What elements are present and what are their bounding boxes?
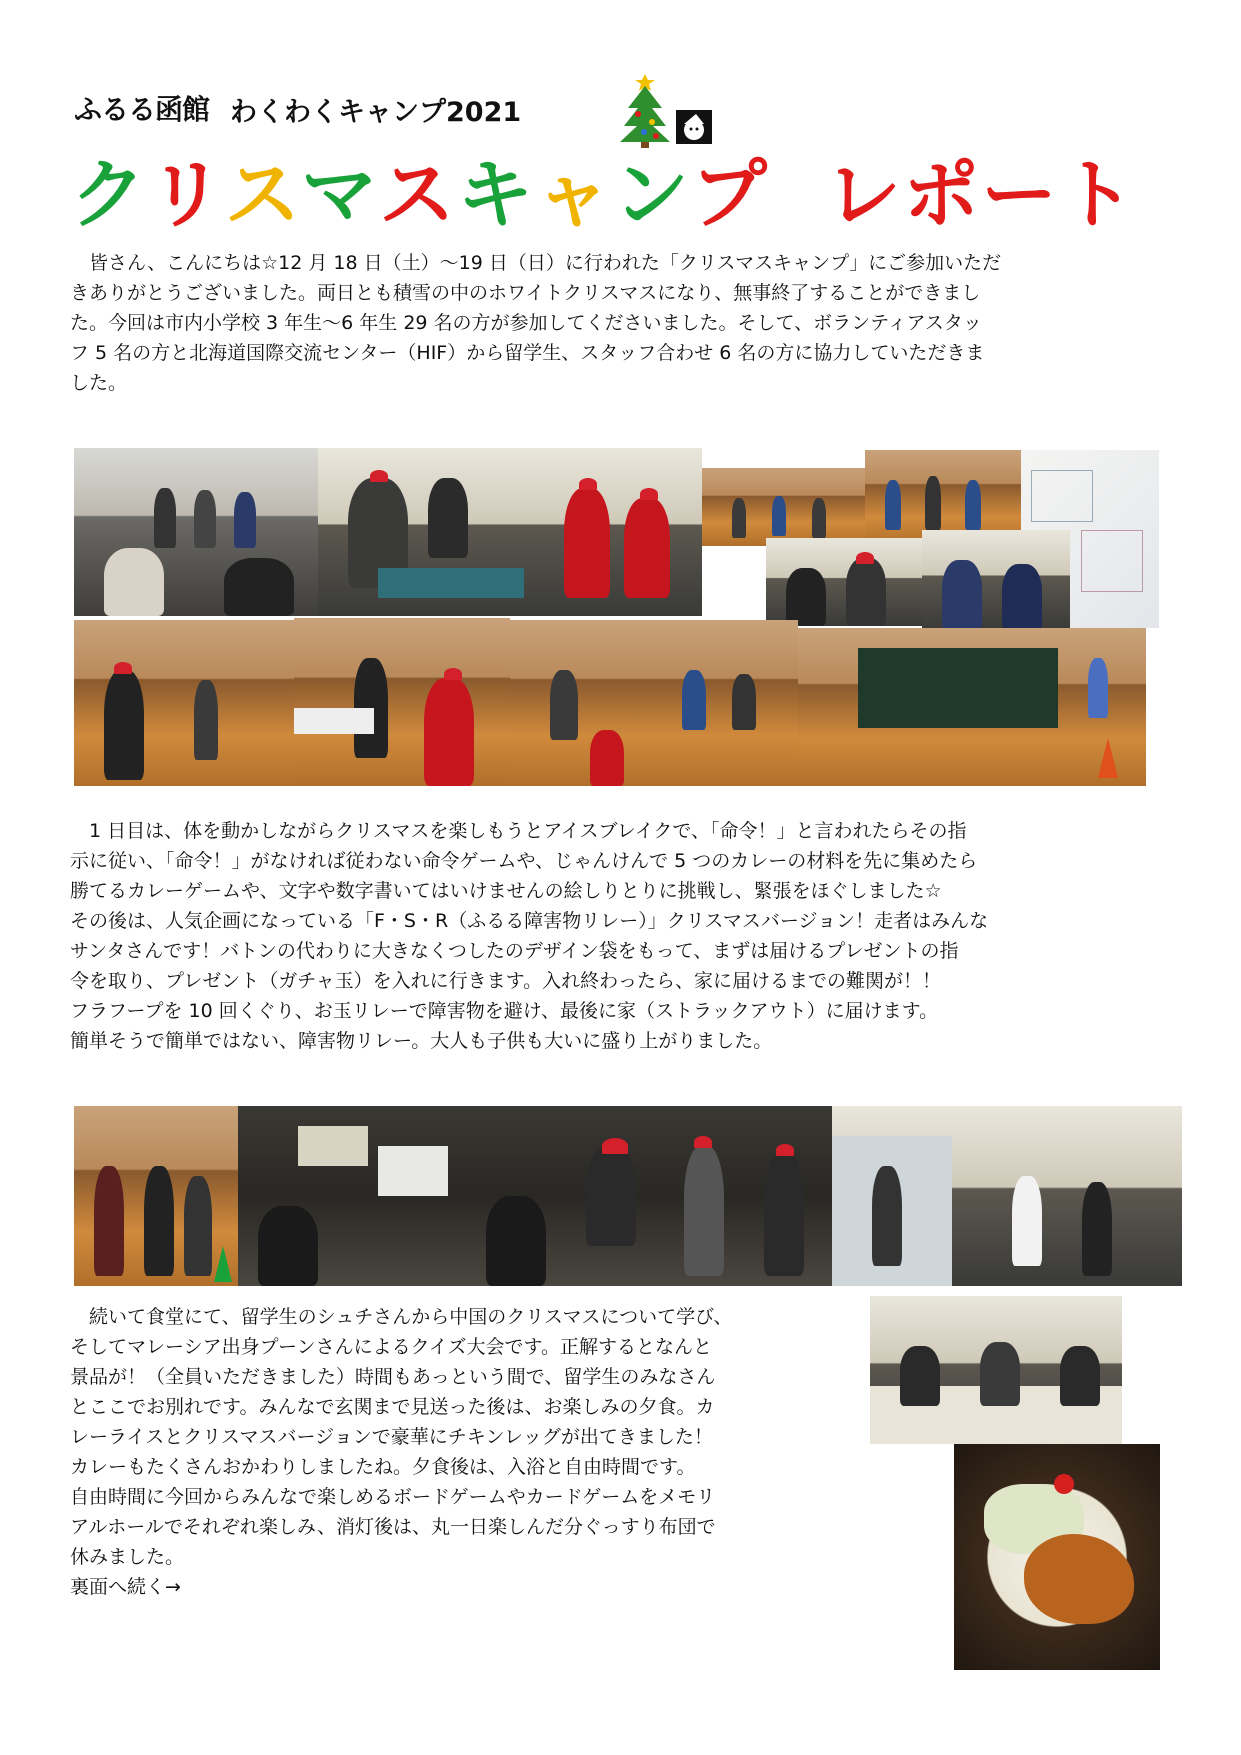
- title-char: リ: [148, 150, 225, 239]
- photo-lecture-tables: [456, 1106, 664, 1286]
- dinner-line: そしてマレーシア出身プーンさんによるクイズ大会です。正解するとなんと: [70, 1336, 713, 1358]
- dinner-line: レーライスとクリスマスバージョンで豪華にチキンレッグが出てきました！: [70, 1426, 713, 1448]
- dinner-line: とここでお別れです。みんなで玄関まで見送った後は、お楽しみの夕食。カ: [70, 1396, 715, 1418]
- day1-line: 勝てるカレーゲームや、文字や数字書いてはいけませんの絵しりとりに挑戦し、緊張をほぐしました☆: [70, 880, 942, 902]
- title-char: マ: [300, 150, 379, 239]
- photo-gym-pose: [74, 1106, 238, 1286]
- title-char: ク: [70, 150, 148, 239]
- intro-line: た。今回は市内小学校 3 年生～6 年生 29 名の方が参加してくださいました。そして、ボランティアスタッ: [70, 312, 982, 334]
- photo-lecture-screen: [238, 1106, 456, 1286]
- title-char: ス: [378, 150, 457, 239]
- day1-line: フラフープを 10 回くぐり、お玉リレーで障害物を避け、最後に家（ストラックアウト）に届けます。: [70, 1000, 939, 1022]
- logo-text: ふるる函館: [74, 93, 210, 126]
- photo-gym-icebreak-1: [702, 468, 865, 546]
- photo-hall-dance: [832, 1106, 1182, 1286]
- intro-line: した。: [70, 372, 128, 394]
- day1-line: その後は、人気企画になっている「F・S・R（ふるる障害物リレー）」クリスマスバージョン！走者はみんな: [70, 910, 989, 932]
- photo-relay-3: [510, 620, 642, 786]
- day1-line: 示に従い、「命令！」がなければ従わない命令ゲームや、じゃんけんで 5 つのカレーの材料を先に集めたら: [70, 850, 978, 872]
- intro-line: きありがとうございました。両日とも積雪の中のホワイトクリスマスになり、無事終了することができまし: [70, 282, 981, 304]
- day1-paragraph: [70, 816, 1180, 1056]
- day1-line: 1 日目は、体を動かしながらクリスマスを楽しもうとアイスブレイクで、「命令！」と言われたらその指: [70, 820, 967, 842]
- photo-meeting-hall: [74, 448, 318, 616]
- title-char: ャ: [534, 150, 613, 239]
- dinner-line: 景品が！（全員いただきました）時間もあっという間で、留学生のみなさん: [70, 1366, 716, 1388]
- intro-line: 皆さん、こんにちは☆12 月 18 日（土）～19 日（日）に行われた「クリスマスキャンプ」にご参加いただ: [70, 252, 1002, 274]
- dinner-line: 休みました。: [70, 1546, 185, 1568]
- dinner-paragraph: [70, 1302, 870, 1602]
- photo-relay-5: [798, 628, 1146, 786]
- photo-dinner-hall: [870, 1296, 1122, 1444]
- dinner-line: 自由時間に今回からみんなで楽しめるボードゲームやカードゲームをメモリ: [70, 1486, 716, 1508]
- christmas-tree-icon: [616, 70, 674, 148]
- day1-line: 令を取り、プレゼント（ガチャ玉）を入れに行きます。入れ終わったら、家に届けるまでの難関が！！: [70, 970, 941, 992]
- title-char: キ: [456, 150, 535, 239]
- day1-line: 簡単そうで簡単ではない、障害物リレー。大人も子供も大いに盛り上がりました。: [70, 1030, 773, 1052]
- title-char: ス: [224, 150, 301, 239]
- intro-paragraph: [70, 248, 1180, 398]
- dinner-line: アルホールでそれぞれ楽しみ、消灯後は、丸一日楽しんだ分ぐっすり布団で: [70, 1516, 716, 1538]
- main-title-part2: レポート: [824, 150, 1137, 239]
- photo-relay-1: [74, 620, 294, 786]
- day1-line: サンタさんです！バトンの代わりに大きなくつしたのデザイン袋をもって、まずは届けるプレゼントの指: [70, 940, 959, 962]
- title-char: プ: [690, 150, 769, 239]
- santa-icon: [676, 110, 712, 144]
- photo-relay-2: [294, 618, 510, 786]
- photo-santa-staff: [524, 448, 702, 616]
- photo-relay-4: [642, 620, 798, 786]
- continue-link[interactable]: 裏面へ続く→: [70, 1576, 181, 1598]
- header: [70, 70, 1170, 240]
- main-title-part1: [70, 150, 769, 239]
- photo-drawing-game-2: [922, 530, 1070, 630]
- dinner-line: カレーもたくさんおかわりしましたね。夕食後は、入浴と自由時間です。: [70, 1456, 696, 1478]
- photo-staff-greeting: [318, 448, 524, 616]
- photo-high-five: [664, 1106, 832, 1286]
- intro-line: フ 5 名の方と北海道国際交流センター（HIF）から留学生、スタッフ合わせ 6 名の方に協力していただきま: [70, 342, 985, 364]
- photo-chicken-leg: [954, 1444, 1160, 1670]
- header-subtitle: わくわくキャンプ2021: [230, 97, 522, 128]
- main-title: [70, 150, 1137, 240]
- title-char: ン: [612, 150, 691, 239]
- dinner-line: 続いて食堂にて、留学生のシュチさんから中国のクリスマスについて学び、: [70, 1306, 733, 1328]
- photo-drawing-game-1: [766, 538, 922, 626]
